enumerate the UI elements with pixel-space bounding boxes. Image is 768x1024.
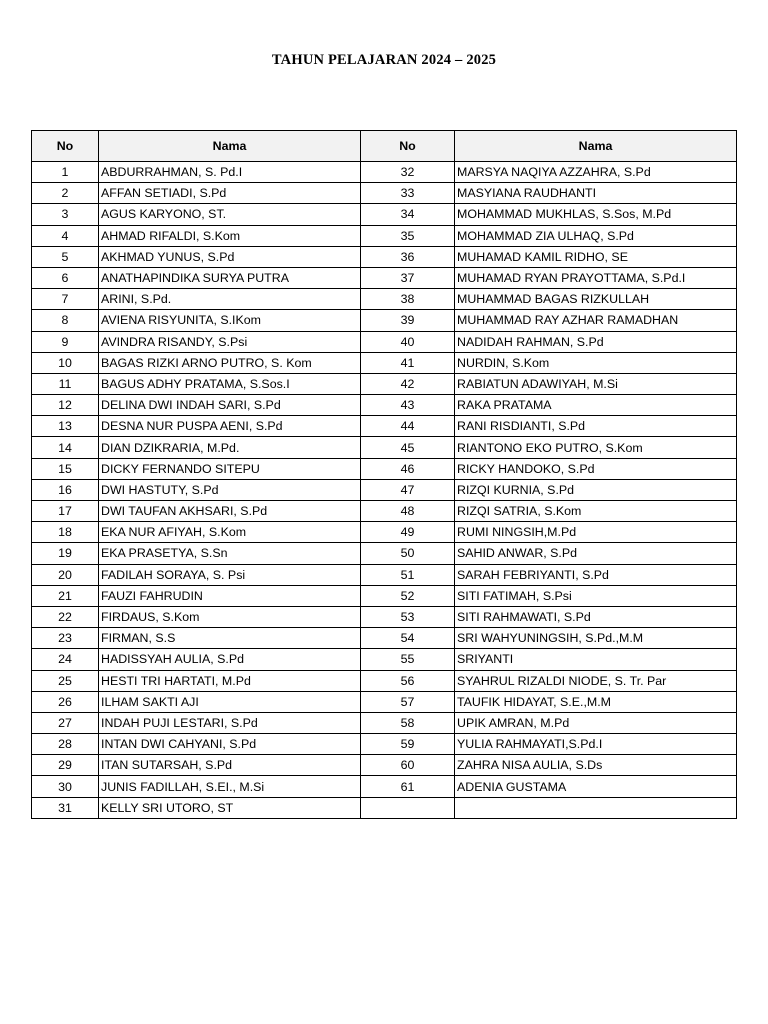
cell-name-left: AFFAN SETIADI, S.Pd (99, 183, 361, 204)
cell-no-left: 14 (32, 437, 99, 458)
cell-name-left: EKA PRASETYA, S.Sn (99, 543, 361, 564)
table-row (32, 395, 737, 416)
cell-name-right: MARSYA NAQIYA AZZAHRA, S.Pd (455, 162, 737, 183)
cell-name-right: SRIYANTI (455, 649, 737, 670)
cell-no-right: 53 (361, 606, 455, 627)
cell-no-left: 9 (32, 331, 99, 352)
table-row (32, 479, 737, 500)
cell-no-left: 13 (32, 416, 99, 437)
cell-name-left: FIRDAUS, S.Kom (99, 606, 361, 627)
cell-no-left: 27 (32, 712, 99, 733)
cell-name-right: NADIDAH RAHMAN, S.Pd (455, 331, 737, 352)
cell-name-right: TAUFIK HIDAYAT, S.E.,M.M (455, 691, 737, 712)
cell-name-right: RABIATUN ADAWIYAH, M.Si (455, 373, 737, 394)
table-row (32, 712, 737, 733)
cell-name-left: FADILAH SORAYA, S. Psi (99, 564, 361, 585)
header-nama-right: Nama (455, 131, 737, 162)
cell-name-left: AGUS KARYONO, ST. (99, 204, 361, 225)
cell-name-right: SAHID ANWAR, S.Pd (455, 543, 737, 564)
cell-name-right: SITI FATIMAH, S.Psi (455, 585, 737, 606)
header-nama-left: Nama (99, 131, 361, 162)
cell-name-right: RIANTONO EKO PUTRO, S.Kom (455, 437, 737, 458)
cell-name-left: AKHMAD YUNUS, S.Pd (99, 246, 361, 267)
cell-no-right: 47 (361, 479, 455, 500)
cell-name-left: ABDURRAHMAN, S. Pd.I (99, 162, 361, 183)
table-row (32, 797, 737, 818)
cell-name-right: RANI RISDIANTI, S.Pd (455, 416, 737, 437)
roster-table (31, 130, 737, 819)
cell-no-right: 39 (361, 310, 455, 331)
cell-name-left: DICKY FERNANDO SITEPU (99, 458, 361, 479)
cell-no-right: 40 (361, 331, 455, 352)
cell-no-right: 33 (361, 183, 455, 204)
cell-no-left: 3 (32, 204, 99, 225)
cell-no-right: 32 (361, 162, 455, 183)
cell-no-right: 38 (361, 289, 455, 310)
cell-name-right: MUHAMMAD RAY AZHAR RAMADHAN (455, 310, 737, 331)
cell-name-left: HADISSYAH AULIA, S.Pd (99, 649, 361, 670)
cell-no-left: 28 (32, 734, 99, 755)
cell-no-right: 60 (361, 755, 455, 776)
cell-name-left: JUNIS FADILLAH, S.EI., M.Si (99, 776, 361, 797)
cell-no-right: 56 (361, 670, 455, 691)
cell-no-left: 21 (32, 585, 99, 606)
table-row (32, 628, 737, 649)
cell-name-left: ITAN SUTARSAH, S.Pd (99, 755, 361, 776)
cell-name-right: SARAH FEBRIYANTI, S.Pd (455, 564, 737, 585)
cell-no-left: 5 (32, 246, 99, 267)
cell-name-right: SRI WAHYUNINGSIH, S.Pd.,M.M (455, 628, 737, 649)
cell-no-left: 8 (32, 310, 99, 331)
cell-no-right: 41 (361, 352, 455, 373)
cell-name-right: ADENIA GUSTAMA (455, 776, 737, 797)
page-title: TAHUN PELAJARAN 2024 – 2025 (271, 52, 497, 68)
cell-name-left: ARINI, S.Pd. (99, 289, 361, 310)
cell-name-left: ANATHAPINDIKA SURYA PUTRA (99, 267, 361, 288)
cell-no-right: 42 (361, 373, 455, 394)
cell-name-left: FAUZI FAHRUDIN (99, 585, 361, 606)
cell-no-right: 44 (361, 416, 455, 437)
cell-no-right: 57 (361, 691, 455, 712)
cell-name-left: DWI HASTUTY, S.Pd (99, 479, 361, 500)
cell-no-left: 26 (32, 691, 99, 712)
table-row (32, 670, 737, 691)
cell-name-left: HESTI TRI HARTATI, M.Pd (99, 670, 361, 691)
cell-name-left: BAGAS RIZKI ARNO PUTRO, S. Kom (99, 352, 361, 373)
table-row (32, 776, 737, 797)
cell-no-right: 34 (361, 204, 455, 225)
table-row (32, 246, 737, 267)
cell-name-left: DELINA DWI INDAH SARI, S.Pd (99, 395, 361, 416)
cell-no-left: 6 (32, 267, 99, 288)
cell-no-right: 35 (361, 225, 455, 246)
cell-name-left: INDAH PUJI LESTARI, S.Pd (99, 712, 361, 733)
cell-name-left: KELLY SRI UTORO, ST (99, 797, 361, 818)
cell-no-right: 61 (361, 776, 455, 797)
cell-no-right: 50 (361, 543, 455, 564)
table-row (32, 416, 737, 437)
table-row (32, 734, 737, 755)
table-row (32, 225, 737, 246)
cell-no-left: 2 (32, 183, 99, 204)
cell-name-left: DESNA NUR PUSPA AENI, S.Pd (99, 416, 361, 437)
cell-no-left: 10 (32, 352, 99, 373)
table-row (32, 606, 737, 627)
cell-name-right: SITI RAHMAWATI, S.Pd (455, 606, 737, 627)
table-row (32, 331, 737, 352)
cell-name-left: DWI TAUFAN AKHSARI, S.Pd (99, 501, 361, 522)
cell-name-right: SYAHRUL RIZALDI NIODE, S. Tr. Par (455, 670, 737, 691)
cell-name-right: ZAHRA NISA AULIA, S.Ds (455, 755, 737, 776)
table-row (32, 183, 737, 204)
table-row (32, 310, 737, 331)
cell-no-right: 55 (361, 649, 455, 670)
table-row (32, 585, 737, 606)
cell-no-left: 7 (32, 289, 99, 310)
cell-name-left: ILHAM SAKTI AJI (99, 691, 361, 712)
cell-name-right: YULIA RAHMAYATI,S.Pd.I (455, 734, 737, 755)
cell-no-right: 46 (361, 458, 455, 479)
cell-name-left: AVINDRA RISANDY, S.Psi (99, 331, 361, 352)
cell-no-left: 15 (32, 458, 99, 479)
cell-name-right: RAKA PRATAMA (455, 395, 737, 416)
table-row (32, 162, 737, 183)
cell-name-left: FIRMAN, S.S (99, 628, 361, 649)
cell-no-left: 19 (32, 543, 99, 564)
cell-no-right: 36 (361, 246, 455, 267)
table-row (32, 267, 737, 288)
cell-no-left: 20 (32, 564, 99, 585)
cell-no-left: 18 (32, 522, 99, 543)
cell-name-right: MUHAMMAD BAGAS RIZKULLAH (455, 289, 737, 310)
cell-no-right: 37 (361, 267, 455, 288)
cell-name-left: BAGUS ADHY PRATAMA, S.Sos.I (99, 373, 361, 394)
cell-name-right: UPIK AMRAN, M.Pd (455, 712, 737, 733)
cell-name-left: AVIENA RISYUNITA, S.IKom (99, 310, 361, 331)
cell-no-left: 12 (32, 395, 99, 416)
cell-no-right: 45 (361, 437, 455, 458)
cell-no-left: 24 (32, 649, 99, 670)
cell-no-right: 49 (361, 522, 455, 543)
table-row (32, 649, 737, 670)
table-row (32, 755, 737, 776)
cell-name-right (455, 797, 737, 818)
table-row (32, 543, 737, 564)
cell-no-left: 30 (32, 776, 99, 797)
cell-no-right (361, 797, 455, 818)
table-row (32, 204, 737, 225)
cell-name-right: NURDIN, S.Kom (455, 352, 737, 373)
cell-name-right: RIZQI KURNIA, S.Pd (455, 479, 737, 500)
cell-name-right: RUMI NINGSIH,M.Pd (455, 522, 737, 543)
cell-name-right: RICKY HANDOKO, S.Pd (455, 458, 737, 479)
cell-no-left: 17 (32, 501, 99, 522)
cell-no-left: 29 (32, 755, 99, 776)
cell-no-left: 31 (32, 797, 99, 818)
table-row (32, 564, 737, 585)
table-header-row (32, 131, 737, 162)
cell-no-right: 59 (361, 734, 455, 755)
cell-name-right: RIZQI SATRIA, S.Kom (455, 501, 737, 522)
table-row (32, 373, 737, 394)
cell-name-right: MASYIANA RAUDHANTI (455, 183, 737, 204)
cell-name-left: EKA NUR AFIYAH, S.Kom (99, 522, 361, 543)
header-no-left: No (32, 131, 99, 162)
cell-no-left: 22 (32, 606, 99, 627)
cell-name-left: DIAN DZIKRARIA, M.Pd. (99, 437, 361, 458)
table-row (32, 437, 737, 458)
table-row (32, 352, 737, 373)
cell-no-left: 11 (32, 373, 99, 394)
table-body (32, 162, 737, 819)
cell-name-left: AHMAD RIFALDI, S.Kom (99, 225, 361, 246)
cell-no-left: 25 (32, 670, 99, 691)
cell-no-right: 48 (361, 501, 455, 522)
cell-no-right: 54 (361, 628, 455, 649)
cell-name-right: MUHAMAD KAMIL RIDHO, SE (455, 246, 737, 267)
cell-no-left: 4 (32, 225, 99, 246)
cell-name-right: MUHAMAD RYAN PRAYOTTAMA, S.Pd.I (455, 267, 737, 288)
cell-name-left: INTAN DWI CAHYANI, S.Pd (99, 734, 361, 755)
table-row (32, 458, 737, 479)
table-row (32, 289, 737, 310)
table-row (32, 501, 737, 522)
cell-name-right: MOHAMMAD MUKHLAS, S.Sos, M.Pd (455, 204, 737, 225)
cell-no-right: 43 (361, 395, 455, 416)
table-row (32, 691, 737, 712)
cell-no-left: 23 (32, 628, 99, 649)
cell-no-right: 52 (361, 585, 455, 606)
table-row (32, 522, 737, 543)
header-no-right: No (361, 131, 455, 162)
cell-no-right: 51 (361, 564, 455, 585)
cell-no-right: 58 (361, 712, 455, 733)
cell-name-right: MOHAMMAD ZIA ULHAQ, S.Pd (455, 225, 737, 246)
cell-no-left: 16 (32, 479, 99, 500)
cell-no-left: 1 (32, 162, 99, 183)
